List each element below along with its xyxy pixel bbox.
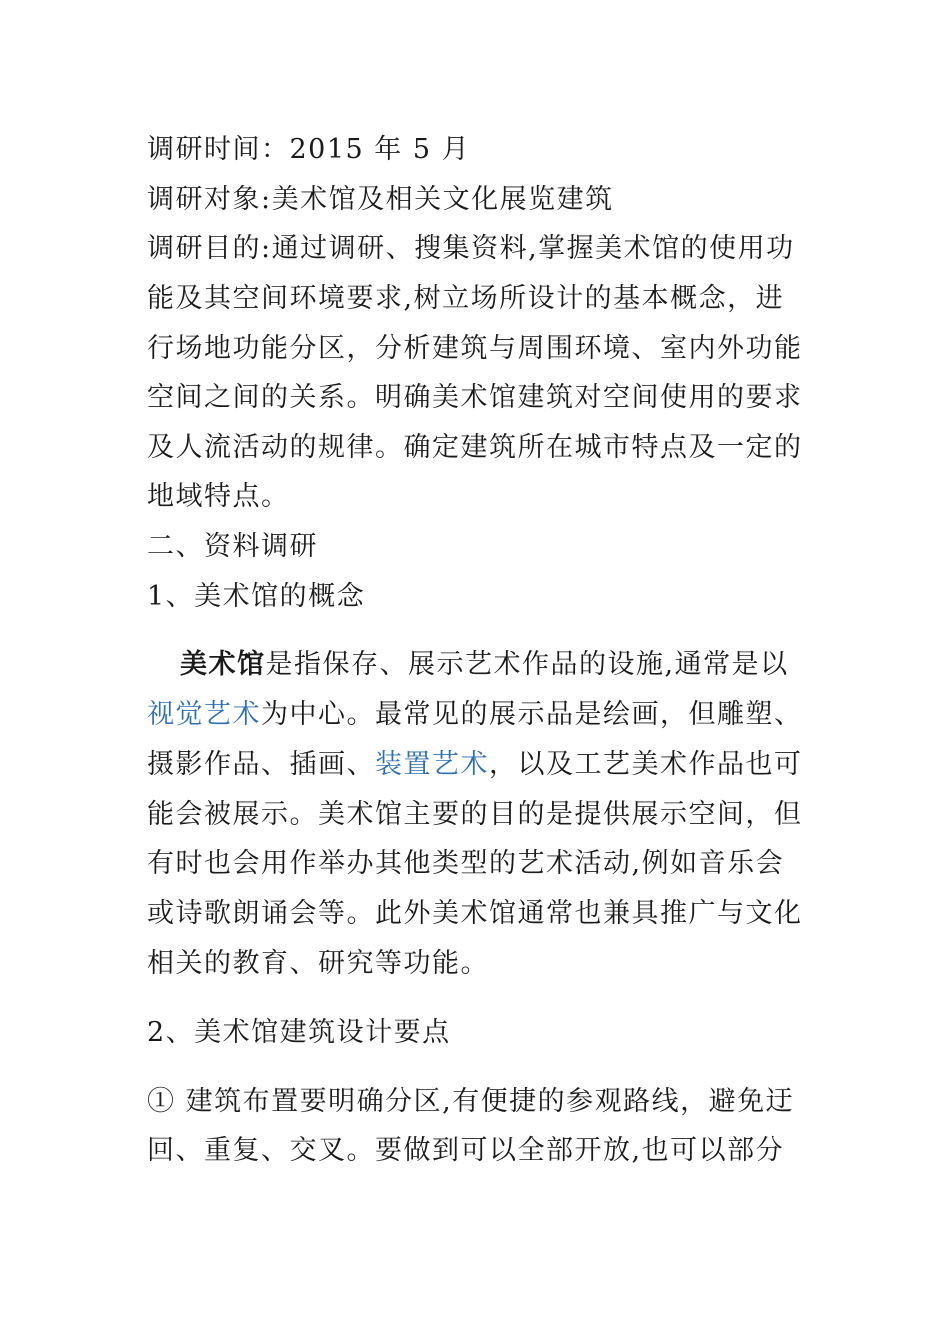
concept-line: [147, 697, 803, 733]
concept-text: 摄影作品、插画、: [147, 749, 375, 780]
research-time-line: 调研时间：2015 年 5 月: [147, 134, 471, 165]
subsection-heading: 2、美术馆建筑设计要点: [147, 1017, 451, 1048]
purpose-line: 行场地功能分区，分析建筑与周围环境、室内外功能: [147, 333, 803, 364]
concept-text: 是指保存、展示艺术作品的设施,通常是以: [265, 649, 789, 680]
concept-line: [180, 647, 789, 683]
installation-art-link[interactable]: 装置艺术: [375, 749, 489, 780]
concept-line: 有时也会用作举办其他类型的艺术活动,例如音乐会: [147, 848, 785, 879]
purpose-line: 空间之间的关系。明确美术馆建筑对空间使用的要求: [147, 382, 803, 413]
purpose-line: 地域特点。: [147, 481, 290, 512]
visual-art-link[interactable]: 视觉艺术: [147, 699, 261, 730]
concept-line: 或诗歌朗诵会等。此外美术馆通常也兼具推广与文化: [147, 898, 803, 929]
purpose-line: 调研目的:通过调研、搜集资料,掌握美术馆的使用功: [147, 233, 795, 264]
concept-line: 能会被展示。美术馆主要的目的是提供展示空间，但: [147, 799, 803, 830]
purpose-line: 及人流活动的规律。确定建筑所在城市特点及一定的: [147, 432, 803, 463]
concept-line: 相关的教育、研究等功能。: [147, 948, 489, 979]
concept-line: [147, 747, 803, 783]
concept-text: ，以及工艺美术作品也可: [489, 749, 803, 780]
design-point-line: 回、重复、交叉。要做到可以全部开放,也可以部分: [147, 1135, 785, 1166]
term-bold: 美术馆: [180, 649, 266, 680]
section-heading: 二、资料调研: [147, 531, 318, 562]
design-point-line: ① 建筑布置要明确分区,有便捷的参观路线，避免迂: [147, 1086, 795, 1117]
subsection-heading: 1、美术馆的概念: [147, 581, 366, 612]
concept-text: 为中心。最常见的展示品是绘画，但雕塑、: [261, 699, 803, 730]
purpose-line: 能及其空间环境要求,树立场所设计的基本概念，进: [147, 283, 785, 314]
research-object-line: 调研对象:美术馆及相关文化展览建筑: [147, 184, 614, 215]
